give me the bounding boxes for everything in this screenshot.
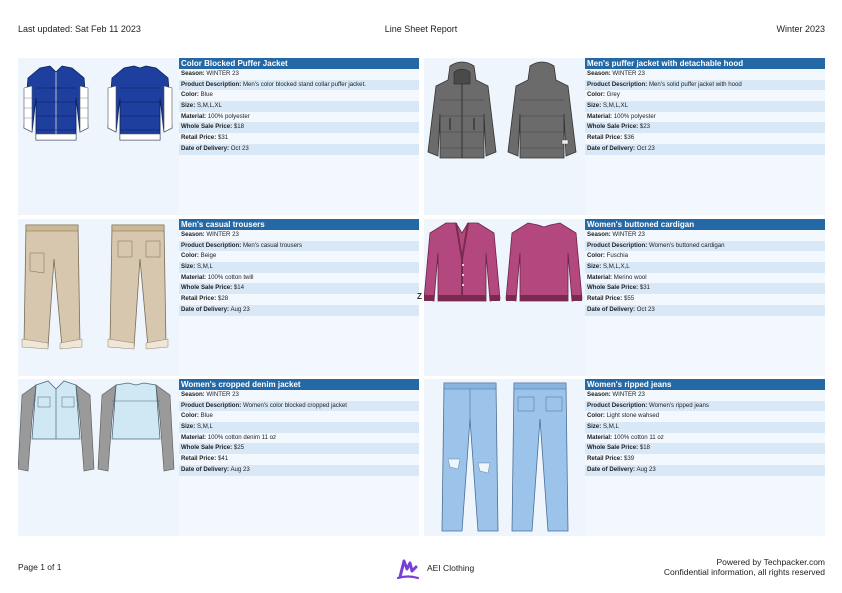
wholesale-value: $31 [639,284,651,292]
detail-row [585,80,825,91]
product-card [424,58,825,215]
field-label: Color: [181,412,199,420]
season-value: WINTER 23 [612,70,645,77]
detail-row [585,283,825,294]
detail-row [179,133,419,144]
field-label: Material: [181,112,207,120]
size-value: S,M,L [196,423,213,431]
field-label: Date of Delivery: [587,305,636,313]
field-label: Size: [587,423,602,431]
product-image [18,219,178,376]
field-label: Season: [181,231,205,238]
field-label: Product Description: [181,241,242,249]
delivery-value: Aug 23 [230,305,250,313]
material-value: 100% cotton denim 11 oz [207,433,277,441]
description-value: Men's solid puffer jacket with hood [648,80,742,88]
product-title: Women's cropped denim jacket [179,379,419,390]
color-value: Grey [606,91,620,99]
retail-value: $28 [217,295,229,303]
season-value: WINTER 23 [612,391,645,398]
detail-row [585,294,825,305]
detail-row [585,262,825,273]
description-value: Men's casual trousers [242,241,303,249]
field-label: Whole Sale Price: [587,123,639,131]
field-label: Retail Price: [181,455,217,463]
retail-value: $36 [623,134,635,142]
detail-row [179,411,419,422]
season-value: WINTER 23 [206,391,239,398]
product-image [18,379,178,536]
detail-row [179,390,419,401]
detail-row [585,230,825,241]
color-value: Beige [200,252,217,260]
product-details [179,219,419,376]
delivery-value: Aug 23 [636,465,656,473]
detail-row [179,283,419,294]
detail-row [179,230,419,241]
size-value: S,M,L,X,L [602,263,630,271]
product-title: Women's buttoned cardigan [585,219,825,230]
report-title: Line Sheet Report [384,24,458,34]
field-label: Material: [587,112,613,120]
detail-row [585,144,825,155]
detail-row [585,90,825,101]
detail-row [585,411,825,422]
detail-row [585,241,825,252]
detail-row [585,422,825,433]
field-label: Material: [181,433,207,441]
detail-row [585,122,825,133]
detail-row [585,443,825,454]
field-label: Color: [181,252,199,260]
detail-row [179,305,419,316]
field-label: Size: [587,102,602,110]
field-label: Color: [587,91,605,99]
product-image [18,58,178,215]
delivery-value: Aug 23 [230,465,250,473]
denim-jacket-icon [18,379,178,536]
field-label: Retail Price: [587,455,623,463]
field-label: Product Description: [587,401,648,409]
field-label: Retail Price: [587,295,623,303]
product-title: Men's casual trousers [179,219,419,230]
detail-row [179,422,419,433]
field-label: Material: [181,273,207,281]
wholesale-value: $23 [639,123,651,131]
trousers-icon [18,219,178,376]
detail-row [179,101,419,112]
field-label: Product Description: [181,401,242,409]
detail-row [585,101,825,112]
retail-value: $39 [623,455,635,463]
confidential-note: Confidential information, all rights reserved [663,567,825,577]
field-label: Retail Price: [181,134,217,142]
ripped-jeans-icon [424,379,584,536]
field-label: Size: [181,423,196,431]
product-title: Women's ripped jeans [585,379,825,390]
season-label: Winter 2023 [776,24,825,34]
detail-row [585,305,825,316]
material-value: 100% cotton 11 oz [613,433,664,441]
size-value: S,M,L [196,263,213,271]
delivery-value: Oct 23 [230,144,249,152]
season-value: WINTER 23 [206,231,239,238]
wholesale-value: $25 [233,444,245,452]
material-value: 100% polyester [207,112,250,120]
description-value: Women's ripped jeans [648,401,709,409]
season-value: WINTER 23 [612,231,645,238]
field-label: Retail Price: [181,295,217,303]
puffer-jacket-icon [18,58,178,215]
field-label: Size: [181,102,196,110]
stray-mark: Z [417,292,422,301]
detail-row [585,69,825,80]
field-label: Whole Sale Price: [181,284,233,292]
cardigan-icon [424,219,584,376]
detail-row [585,465,825,476]
wholesale-value: $18 [233,123,245,131]
field-label: Date of Delivery: [587,144,636,152]
detail-row [179,251,419,262]
retail-value: $55 [623,295,635,303]
delivery-value: Oct 23 [636,305,655,313]
description-value: Women's buttoned cardigan [648,241,725,249]
powered-by: Powered by Techpacker.com [716,557,825,567]
detail-row [585,433,825,444]
detail-row [585,401,825,412]
retail-value: $41 [217,455,229,463]
color-value: Blue [200,91,213,99]
field-label: Product Description: [181,80,242,88]
field-label: Color: [181,91,199,99]
detail-row [179,262,419,273]
hooded-puffer-icon [424,58,584,215]
field-label: Whole Sale Price: [181,123,233,131]
detail-row [585,454,825,465]
field-label: Date of Delivery: [181,465,230,473]
product-image [424,58,584,215]
field-label: Product Description: [587,241,648,249]
material-value: Merino wool [613,273,647,281]
detail-row [179,443,419,454]
page-number: Page 1 of 1 [18,562,62,572]
color-value: Light stone wahsed [606,412,660,420]
product-details [179,58,419,215]
product-image [424,379,584,536]
material-value: 100% polyester [613,112,656,120]
field-label: Color: [587,412,605,420]
brand-block [394,555,474,581]
footer-credits [664,557,825,577]
field-label: Size: [181,263,196,271]
field-label: Season: [587,231,611,238]
field-label: Retail Price: [587,134,623,142]
detail-row [179,454,419,465]
product-card [424,379,825,536]
size-value: S,M,L [602,423,619,431]
product-details [179,379,419,536]
field-label: Whole Sale Price: [181,444,233,452]
field-label: Whole Sale Price: [587,444,639,452]
detail-row [179,401,419,412]
detail-row [179,144,419,155]
product-card [18,58,419,215]
wholesale-value: $14 [233,284,245,292]
detail-row [585,251,825,262]
field-label: Date of Delivery: [181,305,230,313]
size-value: S,M,L,XL [602,102,628,110]
field-label: Season: [587,391,611,398]
field-label: Material: [587,433,613,441]
brand-name: AEI Clothing [427,563,475,573]
last-updated: Last updated: Sat Feb 11 2023 [18,24,141,34]
detail-row [179,433,419,444]
product-details [585,379,825,536]
product-card [18,219,419,376]
product-image [424,219,584,376]
field-label: Product Description: [587,80,648,88]
color-value: Blue [200,412,213,420]
product-details [585,58,825,215]
product-card [18,379,419,536]
retail-value: $31 [217,134,229,142]
product-title: Men's puffer jacket with detachable hood [585,58,825,69]
product-title: Color Blocked Puffer Jacket [179,58,419,69]
material-value: 100% cotton twill [207,273,254,281]
field-label: Color: [587,252,605,260]
detail-row [585,112,825,123]
detail-row [179,273,419,284]
field-label: Whole Sale Price: [587,284,639,292]
detail-row [585,133,825,144]
size-value: S,M,L,XL [196,102,222,110]
field-label: Date of Delivery: [181,144,230,152]
description-value: Women's color blocked cropped jacket [242,401,347,409]
detail-row [179,465,419,476]
field-label: Material: [587,273,613,281]
wholesale-value: $18 [639,444,651,452]
detail-row [179,112,419,123]
season-value: WINTER 23 [206,70,239,77]
field-label: Date of Delivery: [587,465,636,473]
detail-row [179,69,419,80]
detail-row [179,294,419,305]
detail-row [585,390,825,401]
field-label: Season: [181,391,205,398]
product-details [585,219,825,376]
detail-row [179,80,419,91]
description-value: Men's color blocked stand collar puffer jacket. [242,80,366,88]
field-label: Season: [181,70,205,77]
color-value: Fuschia [606,252,628,260]
detail-row [179,241,419,252]
field-label: Size: [587,263,602,271]
field-label: Season: [587,70,611,77]
aei-logo-icon [394,555,420,581]
detail-row [179,90,419,101]
product-card [424,219,825,376]
detail-row [179,122,419,133]
delivery-value: Oct 23 [636,144,655,152]
detail-row [585,273,825,284]
